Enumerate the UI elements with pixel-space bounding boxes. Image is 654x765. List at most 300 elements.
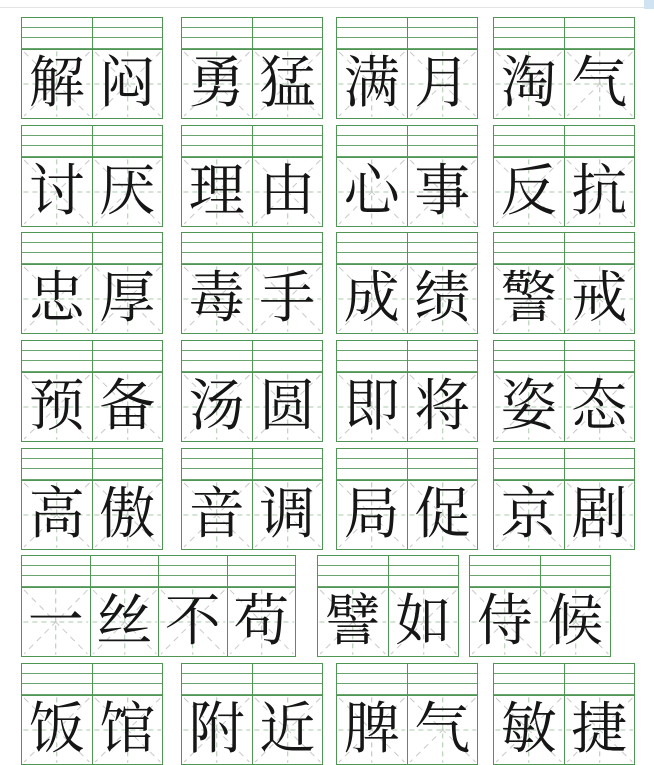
- tianzige-box: [565, 480, 635, 549]
- pinyin-line: [93, 252, 163, 253]
- pinyin-grid: [494, 126, 564, 157]
- pinyin-line: [408, 145, 478, 146]
- pinyin-line: [565, 37, 635, 38]
- tianzige-box: [182, 157, 252, 226]
- tianzige-box: [22, 695, 92, 764]
- pinyin-line: [253, 145, 323, 146]
- word-box: [181, 17, 323, 119]
- pinyin-grid: [22, 449, 92, 480]
- pinyin-line: [470, 565, 540, 566]
- pinyin-line: [182, 27, 252, 28]
- pinyin-line: [182, 360, 252, 361]
- pinyin-grid: [22, 18, 92, 49]
- pinyin-grid: [159, 556, 227, 587]
- char-cell: [252, 341, 323, 441]
- tianzige-box: [182, 480, 252, 549]
- hanzi-character: 预: [28, 376, 85, 438]
- pinyin-line: [182, 673, 252, 674]
- tianzige-box: [494, 264, 564, 333]
- hanzi-character: 理: [188, 161, 245, 223]
- pinyin-grid: [93, 449, 163, 480]
- hanzi-character: 由: [259, 161, 316, 223]
- pinyin-line: [565, 360, 635, 361]
- pinyin-line: [22, 37, 92, 38]
- hanzi-character: 抗: [571, 161, 628, 223]
- pinyin-grid: [408, 18, 478, 49]
- tianzige-box: [182, 372, 252, 441]
- word-box: [336, 448, 478, 550]
- pinyin-line: [159, 565, 227, 566]
- pinyin-line: [253, 135, 323, 136]
- word-box: [336, 17, 478, 119]
- hanzi-character: 馆: [99, 699, 156, 761]
- pinyin-grid: [337, 18, 407, 49]
- pinyin-line: [337, 27, 407, 28]
- tianzige-box: [494, 372, 564, 441]
- pinyin-grid: [337, 126, 407, 157]
- pinyin-line: [182, 350, 252, 351]
- hanzi-character: 饭: [28, 699, 85, 761]
- hanzi-character: 备: [99, 376, 156, 438]
- hanzi-character: 解: [28, 53, 85, 115]
- pinyin-grid: [253, 664, 323, 695]
- pinyin-grid: [337, 341, 407, 372]
- word-box: [493, 125, 635, 227]
- tianzige-box: [253, 157, 323, 226]
- word-box: [21, 555, 296, 657]
- pinyin-grid: [22, 341, 92, 372]
- pinyin-line: [408, 242, 478, 243]
- pinyin-line: [494, 673, 564, 674]
- pinyin-grid: [408, 449, 478, 480]
- tianzige-box: [337, 372, 407, 441]
- pinyin-grid: [541, 556, 611, 587]
- pinyin-grid: [22, 556, 90, 587]
- word-box: [181, 232, 323, 334]
- char-cell: [252, 126, 323, 226]
- hanzi-character: 敏: [500, 699, 557, 761]
- char-cell: [564, 664, 635, 764]
- tianzige-box: [408, 695, 478, 764]
- pinyin-grid: [253, 18, 323, 49]
- pinyin-line: [91, 575, 159, 576]
- pinyin-line: [22, 27, 92, 28]
- pinyin-line: [494, 458, 564, 459]
- word-box: [336, 663, 478, 765]
- pinyin-line: [389, 575, 459, 576]
- pinyin-line: [565, 458, 635, 459]
- pinyin-grid: [91, 556, 159, 587]
- pinyin-line: [93, 468, 163, 469]
- tianzige-box: [253, 695, 323, 764]
- tianzige-box: [565, 157, 635, 226]
- hanzi-character: 手: [259, 268, 316, 330]
- char-cell: [407, 449, 478, 549]
- pinyin-grid: [253, 233, 323, 264]
- pinyin-line: [494, 242, 564, 243]
- word-box: [21, 125, 163, 227]
- hanzi-character: 气: [571, 53, 628, 115]
- pinyin-line: [22, 458, 92, 459]
- pinyin-line: [22, 145, 92, 146]
- pinyin-line: [494, 350, 564, 351]
- scrollbar-corner: [644, 0, 654, 9]
- tianzige-box: [22, 587, 90, 656]
- char-cell: [337, 449, 407, 549]
- pinyin-line: [565, 350, 635, 351]
- char-cell: [494, 233, 564, 333]
- word-box: [493, 340, 635, 442]
- pinyin-grid: [182, 126, 252, 157]
- pinyin-line: [494, 37, 564, 38]
- pinyin-line: [408, 252, 478, 253]
- char-cell: [494, 664, 564, 764]
- pinyin-line: [565, 683, 635, 684]
- pinyin-line: [182, 252, 252, 253]
- char-cell: [182, 664, 252, 764]
- pinyin-line: [253, 252, 323, 253]
- pinyin-line: [565, 135, 635, 136]
- pinyin-grid: [565, 341, 635, 372]
- pinyin-line: [541, 575, 611, 576]
- char-cell: [407, 664, 478, 764]
- hanzi-character: 气: [414, 699, 471, 761]
- hanzi-character: 厌: [99, 161, 156, 223]
- pinyin-line: [565, 252, 635, 253]
- hanzi-character: 候: [547, 591, 604, 653]
- pinyin-line: [253, 27, 323, 28]
- pinyin-line: [22, 468, 92, 469]
- word-box: [181, 663, 323, 765]
- hanzi-character: 戒: [571, 268, 628, 330]
- tianzige-box: [470, 587, 540, 656]
- tianzige-box: [228, 587, 296, 656]
- pinyin-line: [337, 468, 407, 469]
- tianzige-box: [337, 157, 407, 226]
- char-cell: [92, 341, 163, 441]
- char-cell: [22, 664, 92, 764]
- tianzige-box: [253, 372, 323, 441]
- char-cell: [182, 449, 252, 549]
- char-cell: [564, 233, 635, 333]
- pinyin-line: [337, 360, 407, 361]
- tianzige-box: [494, 480, 564, 549]
- pinyin-grid: [93, 126, 163, 157]
- char-cell: [470, 556, 540, 656]
- pinyin-line: [182, 242, 252, 243]
- pinyin-line: [182, 135, 252, 136]
- hanzi-character: 傲: [99, 484, 156, 546]
- pinyin-grid: [22, 664, 92, 695]
- char-cell: [494, 341, 564, 441]
- tianzige-box: [337, 695, 407, 764]
- tianzige-box: [408, 480, 478, 549]
- char-cell: [407, 233, 478, 333]
- pinyin-grid: [565, 233, 635, 264]
- tianzige-box: [318, 587, 388, 656]
- hanzi-character: 譬: [324, 591, 381, 653]
- hanzi-character: 苟: [233, 591, 290, 653]
- char-cell: [22, 126, 92, 226]
- tianzige-box: [91, 587, 159, 656]
- char-cell: [407, 341, 478, 441]
- pinyin-grid: [93, 664, 163, 695]
- pinyin-line: [565, 145, 635, 146]
- tianzige-box: [565, 264, 635, 333]
- pinyin-line: [22, 683, 92, 684]
- pinyin-line: [253, 673, 323, 674]
- hanzi-character: 讨: [28, 161, 85, 223]
- char-cell: [540, 556, 611, 656]
- tianzige-box: [253, 480, 323, 549]
- char-cell: [564, 341, 635, 441]
- pinyin-grid: [470, 556, 540, 587]
- hanzi-character: 汤: [188, 376, 245, 438]
- char-cell: [337, 664, 407, 764]
- hanzi-character: 音: [188, 484, 245, 546]
- pinyin-line: [253, 37, 323, 38]
- pinyin-grid: [337, 233, 407, 264]
- hanzi-character: 勇: [188, 53, 245, 115]
- hanzi-character: 附: [188, 699, 245, 761]
- char-cell: [407, 18, 478, 118]
- char-cell: [337, 341, 407, 441]
- pinyin-grid: [494, 341, 564, 372]
- pinyin-grid: [408, 664, 478, 695]
- pinyin-grid: [182, 341, 252, 372]
- pinyin-grid: [494, 18, 564, 49]
- char-cell: [564, 18, 635, 118]
- char-cell: [90, 556, 159, 656]
- hanzi-character: 心: [343, 161, 400, 223]
- pinyin-grid: [408, 126, 478, 157]
- char-cell: [494, 449, 564, 549]
- tianzige-box: [253, 49, 323, 118]
- char-cell: [22, 18, 92, 118]
- pinyin-line: [565, 242, 635, 243]
- pinyin-line: [565, 27, 635, 28]
- char-cell: [252, 18, 323, 118]
- tianzige-box: [22, 157, 92, 226]
- pinyin-line: [408, 458, 478, 459]
- pinyin-grid: [565, 18, 635, 49]
- pinyin-line: [253, 458, 323, 459]
- pinyin-line: [93, 360, 163, 361]
- pinyin-grid: [228, 556, 296, 587]
- hanzi-character: 事: [414, 161, 471, 223]
- pinyin-grid: [182, 449, 252, 480]
- pinyin-grid: [93, 18, 163, 49]
- pinyin-line: [228, 575, 296, 576]
- pinyin-grid: [565, 126, 635, 157]
- tianzige-box: [408, 157, 478, 226]
- page-top-divider: [0, 7, 654, 8]
- pinyin-line: [494, 145, 564, 146]
- pinyin-line: [494, 27, 564, 28]
- hanzi-character: 闷: [99, 53, 156, 115]
- hanzi-character: 姿: [500, 376, 557, 438]
- pinyin-line: [22, 135, 92, 136]
- char-cell: [337, 126, 407, 226]
- pinyin-line: [93, 350, 163, 351]
- pinyin-line: [91, 565, 159, 566]
- pinyin-line: [93, 673, 163, 674]
- pinyin-grid: [93, 341, 163, 372]
- pinyin-line: [337, 673, 407, 674]
- pinyin-line: [337, 37, 407, 38]
- char-cell: [22, 233, 92, 333]
- pinyin-grid: [253, 449, 323, 480]
- pinyin-line: [22, 673, 92, 674]
- char-cell: [22, 449, 92, 549]
- char-cell: [227, 556, 296, 656]
- pinyin-line: [494, 683, 564, 684]
- hanzi-character: 圆: [259, 376, 316, 438]
- pinyin-grid: [93, 233, 163, 264]
- pinyin-grid: [337, 664, 407, 695]
- pinyin-line: [228, 565, 296, 566]
- hanzi-character: 警: [500, 268, 557, 330]
- char-cell: [318, 556, 388, 656]
- pinyin-line: [565, 468, 635, 469]
- pinyin-grid: [253, 126, 323, 157]
- pinyin-line: [22, 242, 92, 243]
- tianzige-box: [93, 480, 163, 549]
- tianzige-box: [408, 264, 478, 333]
- pinyin-line: [93, 145, 163, 146]
- tianzige-box: [541, 587, 611, 656]
- char-cell: [182, 18, 252, 118]
- pinyin-line: [318, 575, 388, 576]
- tianzige-box: [494, 49, 564, 118]
- pinyin-grid: [565, 664, 635, 695]
- pinyin-line: [253, 242, 323, 243]
- pinyin-grid: [337, 449, 407, 480]
- pinyin-grid: [389, 556, 459, 587]
- word-box: [469, 555, 611, 657]
- pinyin-line: [494, 252, 564, 253]
- hanzi-character: 近: [259, 699, 316, 761]
- hanzi-character: 态: [571, 376, 628, 438]
- word-box: [336, 232, 478, 334]
- pinyin-line: [494, 360, 564, 361]
- pinyin-line: [182, 468, 252, 469]
- char-cell: [182, 341, 252, 441]
- char-cell: [92, 18, 163, 118]
- tianzige-box: [389, 587, 459, 656]
- char-cell: [158, 556, 227, 656]
- word-box: [493, 232, 635, 334]
- hanzi-character: 捷: [571, 699, 628, 761]
- char-cell: [564, 449, 635, 549]
- word-box: [493, 663, 635, 765]
- hanzi-character: 侍: [476, 591, 533, 653]
- tianzige-box: [159, 587, 227, 656]
- pinyin-line: [337, 252, 407, 253]
- pinyin-line: [182, 145, 252, 146]
- char-cell: [564, 126, 635, 226]
- hanzi-character: 将: [414, 376, 471, 438]
- pinyin-line: [494, 135, 564, 136]
- pinyin-grid: [494, 449, 564, 480]
- pinyin-line: [22, 350, 92, 351]
- tianzige-box: [93, 49, 163, 118]
- hanzi-character: 绩: [414, 268, 471, 330]
- pinyin-line: [337, 145, 407, 146]
- hanzi-character: 剧: [571, 484, 628, 546]
- word-box: [317, 555, 459, 657]
- char-cell: [22, 556, 90, 656]
- pinyin-line: [93, 27, 163, 28]
- tianzige-box: [253, 264, 323, 333]
- pinyin-grid: [182, 233, 252, 264]
- char-cell: [22, 341, 92, 441]
- pinyin-line: [253, 350, 323, 351]
- hanzi-character: 满: [343, 53, 400, 115]
- pinyin-line: [253, 468, 323, 469]
- pinyin-line: [408, 683, 478, 684]
- pinyin-line: [22, 575, 90, 576]
- word-box: [21, 448, 163, 550]
- pinyin-line: [408, 360, 478, 361]
- char-cell: [92, 449, 163, 549]
- hanzi-character: 丝: [96, 591, 153, 653]
- pinyin-line: [22, 565, 90, 566]
- pinyin-line: [565, 673, 635, 674]
- pinyin-line: [93, 683, 163, 684]
- pinyin-grid: [182, 18, 252, 49]
- pinyin-line: [93, 458, 163, 459]
- tianzige-box: [22, 49, 92, 118]
- tianzige-box: [93, 157, 163, 226]
- tianzige-box: [93, 372, 163, 441]
- tianzige-box: [22, 480, 92, 549]
- pinyin-line: [253, 683, 323, 684]
- tianzige-box: [565, 49, 635, 118]
- pinyin-line: [389, 565, 459, 566]
- tianzige-box: [494, 695, 564, 764]
- pinyin-line: [159, 575, 227, 576]
- char-cell: [182, 233, 252, 333]
- char-cell: [92, 664, 163, 764]
- tianzige-box: [182, 264, 252, 333]
- pinyin-line: [93, 242, 163, 243]
- pinyin-grid: [494, 233, 564, 264]
- char-cell: [92, 233, 163, 333]
- hanzi-character: 调: [259, 484, 316, 546]
- word-box: [181, 340, 323, 442]
- pinyin-grid: [408, 233, 478, 264]
- char-cell: [92, 126, 163, 226]
- char-cell: [337, 18, 407, 118]
- char-cell: [252, 233, 323, 333]
- hanzi-character: 淘: [500, 53, 557, 115]
- word-box: [21, 17, 163, 119]
- pinyin-line: [408, 350, 478, 351]
- char-cell: [182, 126, 252, 226]
- hanzi-character: 脾: [343, 699, 400, 761]
- word-box: [493, 17, 635, 119]
- tianzige-box: [93, 264, 163, 333]
- pinyin-line: [494, 468, 564, 469]
- pinyin-line: [182, 458, 252, 459]
- tianzige-box: [93, 695, 163, 764]
- word-box: [181, 448, 323, 550]
- tianzige-box: [182, 695, 252, 764]
- pinyin-line: [337, 135, 407, 136]
- hanzi-character: 即: [343, 376, 400, 438]
- hanzi-character: 毒: [188, 268, 245, 330]
